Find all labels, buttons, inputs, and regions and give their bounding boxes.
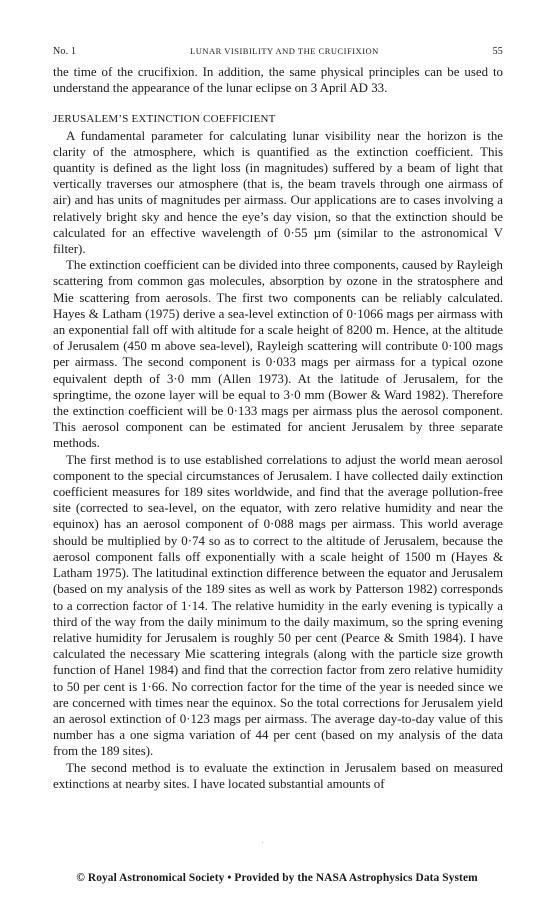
body-paragraph: A fundamental parameter for calculating lunar visibility near the horizon is the clarity of the atmosphere, which is quantified as the extinction coefficient. This quantity is defined as the light loss (in magnitudes) suffered by a beam of light that vertically traverses our atmosphere (that is, the beam travels through one airmass of air) and has units of magnitudes per airmass. Our applications are to cases involving a relatively bright sky and hence the eye’s day vision, so that the extinction should be calculated for an effective wavelength of 0·55 µm (similar to the astronomical V filter). [53,128,503,257]
copyright-footer: © Royal Astronomical Society • Provided by the NASA Astrophysics Data System [76,872,478,884]
section-heading: JERUSALEM’S EXTINCTION COEFFICIENT [53,113,276,126]
body-paragraph: The first method is to use established correlations to adjust the world mean aerosol component to the special circumstances of Jerusalem. I have collected daily extinction coefficient measures for 189 sites worldwide, and find that the average pollution-free site (corrected to sea-level, on the equator, with zero relative humidity and near the equinox) has an aerosol component of 0·088 mags per airmass. This world average should be multiplied by 0·74 so as to correct to the altitude of Jerusalem, because the aerosol component falls off exponentially with a scale height of 1500 m (Hayes & Latham 1975). The latitudinal extinction difference between the equator and Jerusalem (based on my analysis of the 189 sites as well as work by Patterson 1982) corresponds to a correction factor of 1·14. The relative humidity in the early evening is typically a third of the way from the daily minimum to the daily maximum, so the spring evening relative humidity for Jerusalem is roughly 50 per cent (Pearce & Smith 1984). I have calculated the necessary Mie scattering integrals (along with the particle size growth function of Hanel 1984) and find that the correction factor from zero relative humidity to 50 per cent is 1·66. No correction factor for the time of the year is needed since we are concerned with times near the equinox. So the total corrections for Jerusalem yield an aerosol extinction of 0·123 mags per airmass. The average day-to-day value of this number has a one sigma variation of 44 per cent (based on my analysis of the data from the 189 sites). [53,452,503,759]
journal-number: No. 1 [53,46,77,57]
running-title: LUNAR VISIBILITY AND THE CRUCIFIXION [190,46,379,56]
body-paragraph: The second method is to evaluate the extinction in Jerusalem based on measured extinctions at nearby sites. I have located substantial amounts of [53,760,503,791]
intro-paragraph: the time of the crucifixion. In addition, the same physical principles can be used to understand the appearance of the lunar eclipse on 3 April AD 33. [53,65,503,96]
page-body [53,44,503,792]
running-head [53,44,503,64]
page-number: 55 [492,46,503,57]
body-paragraph: The extinction coefficient can be divided into three components, caused by Rayleigh scattering from common gas molecules, absorption by ozone in the stratosphere and Mie scattering from aerosols. The first two components can be reliably calculated. Hayes & Latham (1975) derive a sea-level extinction of 0·1066 mags per airmass with an exponential fall off with altitude for a scale height of 8200 m. Hence, at the altitude of Jerusalem (450 m above sea-level), Rayleigh scattering will contribute 0·100 mags per airmass. The second component is 0·033 mags per airmass for a typical ozone equivalent depth of 3·0 mm (Allen 1973). At the latitude of Jerusalem, for the springtime, the ozone layer will be equal to 3·0 mm (Bower & Ward 1982). Therefore the extinction coefficient will be 0·133 mags per airmass plus the aerosol component. This aerosol component can be estimated for ancient Jerusalem by three separate methods. [53,258,503,451]
center-mark: . [262,839,264,845]
